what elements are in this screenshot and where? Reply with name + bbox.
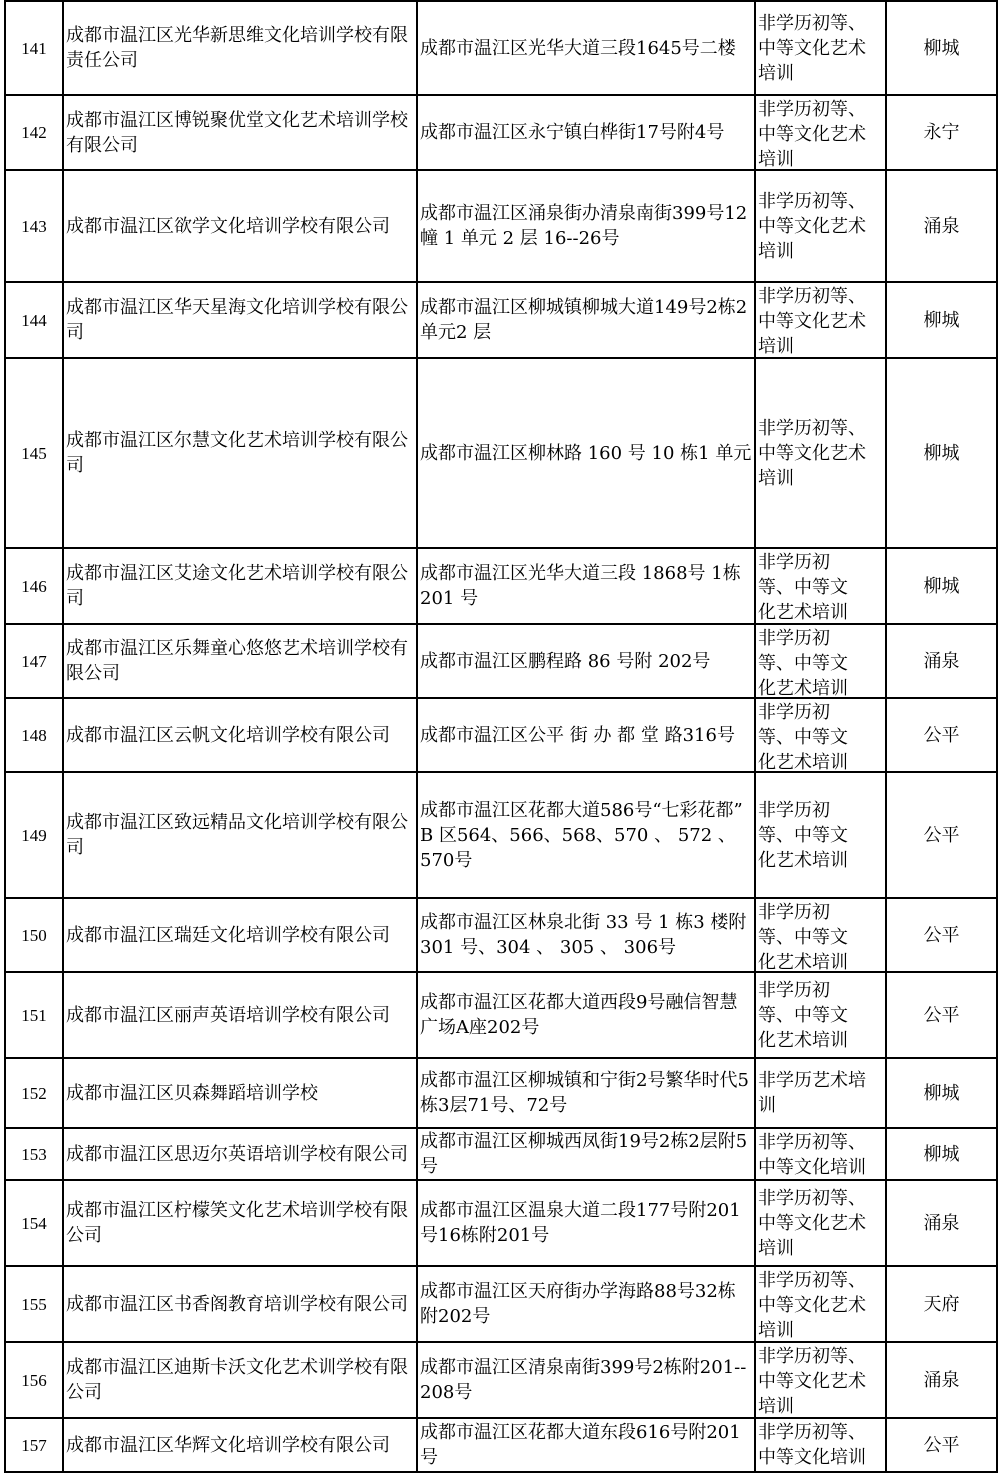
training-category-text: 非学历初等、中等文化艺术培训 (758, 190, 866, 262)
training-category-text: 非学历初等、中等文化艺术培训 (758, 979, 848, 1051)
row-number-text: 145 (21, 443, 47, 463)
row-number-text: 156 (21, 1370, 47, 1390)
training-category (755, 1128, 886, 1180)
school-name-text: 成都市温江区迪斯卡沃文化艺术训学校有限公司 (66, 1357, 408, 1403)
street-area-text: 天府 (923, 1293, 960, 1315)
street-area (886, 1180, 997, 1266)
training-category (755, 358, 886, 548)
training-category (755, 624, 886, 698)
street-area (886, 698, 997, 772)
training-category (755, 1058, 886, 1128)
school-address-text: 成都市温江区涌泉街办清泉南街399号12幢 1 单元 2 层 16--26号 (420, 203, 748, 249)
training-category (755, 1180, 886, 1266)
school-address-text: 成都市温江区天府街办学海路88号32栋附202号 (420, 1281, 736, 1327)
row-number-text: 154 (21, 1213, 47, 1233)
school-name (63, 972, 417, 1058)
school-name (63, 358, 417, 548)
street-area-text: 永宁 (923, 122, 960, 143)
table-row (5, 95, 997, 170)
row-number (5, 1342, 63, 1418)
training-category (755, 1342, 886, 1418)
school-address-text: 成都市温江区柳城镇柳城大道149号2栋2单元2 层 (420, 297, 748, 343)
table-row (5, 1128, 997, 1180)
training-category-text: 非学历初等、中等文化培训 (758, 1422, 866, 1468)
table-row (5, 1342, 997, 1418)
row-number-text: 146 (21, 576, 47, 596)
street-area (886, 898, 997, 972)
street-area-text: 柳城 (923, 1082, 960, 1104)
school-list-table (4, 0, 998, 1473)
training-category (755, 1266, 886, 1342)
school-name-text: 成都市温江区乐舞童心悠悠艺术培训学校有限公司 (66, 638, 408, 684)
table-row (5, 170, 997, 282)
street-area-text: 柳城 (923, 309, 960, 331)
street-area (886, 1342, 997, 1418)
row-number-text: 149 (21, 825, 47, 845)
training-category (755, 972, 886, 1058)
school-address (417, 1266, 755, 1342)
street-area-text: 公平 (923, 824, 960, 846)
school-name (63, 1342, 417, 1418)
street-area-text: 公平 (923, 924, 960, 946)
street-area (886, 548, 997, 624)
training-category-text: 非学历初等、中等文化艺术培训 (758, 417, 866, 489)
training-category-text: 非学历初等、中等文化艺术培训 (758, 12, 866, 84)
row-number-text: 157 (21, 1435, 47, 1455)
training-category-text: 非学历初等、中等文化艺术培训 (758, 286, 866, 356)
school-address-text: 成都市温江区柳城镇和宁街2号繁华时代5栋3层71号、72号 (420, 1070, 749, 1116)
school-name (63, 698, 417, 772)
row-number (5, 1, 63, 95)
school-address (417, 1128, 755, 1180)
row-number (5, 1180, 63, 1266)
street-area-text: 涌泉 (923, 650, 960, 672)
school-name-text: 成都市温江区博锐聚优堂文化艺术培训学校有限公司 (66, 109, 408, 156)
school-address (417, 1180, 755, 1266)
school-address-text: 成都市温江区光华大道三段1645号二楼 (420, 37, 736, 59)
street-area (886, 358, 997, 548)
table-row (5, 548, 997, 624)
row-number (5, 358, 63, 548)
school-address-text: 成都市温江区鹏程路 86 号附 202号 (420, 650, 711, 672)
training-category-text: 非学历初等、中等文化艺术培训 (758, 628, 848, 696)
school-address-text: 成都市温江区花都大道东段616号附201号 (420, 1422, 741, 1468)
school-address (417, 548, 755, 624)
school-name (63, 772, 417, 898)
row-number (5, 282, 63, 358)
school-name (63, 1, 417, 95)
row-number-text: 151 (21, 1005, 47, 1025)
school-address (417, 95, 755, 170)
table-row (5, 1266, 997, 1342)
training-category-text: 非学历初等、中等文化艺术培训 (758, 99, 866, 168)
school-address (417, 972, 755, 1058)
row-number (5, 972, 63, 1058)
school-address-text: 成都市温江区清泉南街399号2栋附201--208号 (420, 1357, 747, 1403)
row-number (5, 548, 63, 624)
row-number (5, 95, 63, 170)
training-category-text: 非学历初等、中等文化艺术培训 (758, 799, 848, 871)
street-area-text: 公平 (923, 1434, 960, 1456)
school-address (417, 898, 755, 972)
school-name-text: 成都市温江区华天星海文化培训学校有限公司 (66, 297, 408, 343)
row-number-text: 150 (21, 925, 47, 945)
school-address-text: 成都市温江区柳城西凤街19号2栋2层附5号 (420, 1131, 748, 1177)
row-number-text: 148 (21, 725, 47, 745)
training-category (755, 170, 886, 282)
row-number-text: 143 (21, 216, 47, 236)
street-area (886, 624, 997, 698)
street-area (886, 1418, 997, 1472)
school-address (417, 698, 755, 772)
street-area (886, 1058, 997, 1128)
training-category-text: 非学历初等、中等文化艺术培训 (758, 552, 848, 622)
table-row (5, 1058, 997, 1128)
school-address-text: 成都市温江区花都大道西段9号融信智慧广场A座202号 (420, 992, 738, 1038)
row-number (5, 698, 63, 772)
table-body (5, 1, 997, 1472)
school-address (417, 772, 755, 898)
school-name (63, 170, 417, 282)
training-category-text: 非学历初等、中等文化艺术培训 (758, 1270, 866, 1340)
training-category-text: 非学历初等、中等文化培训 (758, 1132, 866, 1178)
street-area-text: 柳城 (923, 37, 960, 59)
training-category (755, 1418, 886, 1472)
school-name-text: 成都市温江区思迈尔英语培训学校有限公司 (66, 1143, 408, 1165)
training-category (755, 898, 886, 972)
table-row (5, 898, 997, 972)
school-name-text: 成都市温江区书香阁教育培训学校有限公司 (66, 1293, 408, 1315)
street-area (886, 1, 997, 95)
school-name (63, 1058, 417, 1128)
street-area-text: 涌泉 (923, 1369, 960, 1391)
training-category-text: 非学历初等、中等文化艺术培训 (758, 902, 848, 970)
school-address (417, 282, 755, 358)
table-row (5, 698, 997, 772)
school-name-text: 成都市温江区丽声英语培训学校有限公司 (66, 1004, 390, 1026)
training-category (755, 1, 886, 95)
school-address-text: 成都市温江区林泉北街 33 号 1 栋3 楼附 301 号、304 、 305 、 306号 (420, 912, 747, 958)
school-address-text: 成都市温江区花都大道586号“七彩花都” B 区564、566、568、570 、 572 、 570号 (420, 799, 743, 871)
street-area-text: 柳城 (923, 1143, 960, 1165)
row-number-text: 147 (21, 651, 47, 671)
school-name-text: 成都市温江区贝森舞蹈培训学校 (66, 1082, 318, 1104)
street-area (886, 772, 997, 898)
row-number (5, 1418, 63, 1472)
table-row (5, 358, 997, 548)
row-number (5, 1058, 63, 1128)
school-name (63, 624, 417, 698)
row-number (5, 1266, 63, 1342)
school-address (417, 1418, 755, 1472)
table-row (5, 1180, 997, 1266)
row-number (5, 898, 63, 972)
street-area (886, 95, 997, 170)
street-area-text: 公平 (923, 724, 960, 746)
school-address (417, 358, 755, 548)
table-row (5, 1418, 997, 1472)
school-address-text: 成都市温江区公平 街 办 都 堂 路316号 (420, 724, 735, 746)
school-name (63, 1266, 417, 1342)
school-name-text: 成都市温江区柠檬笑文化艺术培训学校有限公司 (66, 1200, 408, 1246)
school-address-text: 成都市温江区光华大道三段 1868号 1栋 201 号 (420, 563, 741, 609)
table-row (5, 1, 997, 95)
street-area (886, 170, 997, 282)
school-address (417, 1, 755, 95)
school-address (417, 624, 755, 698)
row-number (5, 1128, 63, 1180)
training-category-text: 非学历初等、中等文化艺术培训 (758, 1187, 866, 1259)
school-address (417, 170, 755, 282)
school-name (63, 548, 417, 624)
school-name (63, 1418, 417, 1472)
table-row (5, 282, 997, 358)
training-category (755, 772, 886, 898)
street-area-text: 公平 (923, 1004, 960, 1026)
row-number (5, 624, 63, 698)
school-address (417, 1342, 755, 1418)
school-name-text: 成都市温江区瑞廷文化培训学校有限公司 (66, 924, 390, 946)
row-number-text: 144 (21, 310, 47, 330)
street-area-text: 柳城 (923, 575, 960, 597)
school-address-text: 成都市温江区柳林路 160 号 10 栋1 单元 (420, 442, 752, 464)
school-address (417, 1058, 755, 1128)
training-category-text: 非学历初等、中等文化艺术培训 (758, 702, 848, 770)
street-area (886, 282, 997, 358)
training-category (755, 698, 886, 772)
street-area (886, 972, 997, 1058)
school-name (63, 898, 417, 972)
table-row (5, 624, 997, 698)
row-number-text: 141 (21, 38, 47, 58)
school-name (63, 95, 417, 170)
training-category (755, 548, 886, 624)
school-name-text: 成都市温江区华辉文化培训学校有限公司 (66, 1434, 390, 1456)
row-number-text: 152 (21, 1083, 47, 1103)
row-number-text: 142 (21, 123, 47, 142)
school-name (63, 282, 417, 358)
school-address-text: 成都市温江区永宁镇白桦街17号附4号 (420, 122, 725, 143)
school-name (63, 1180, 417, 1266)
school-name (63, 1128, 417, 1180)
row-number (5, 772, 63, 898)
training-category-text: 非学历艺术培训 (758, 1070, 866, 1116)
school-name-text: 成都市温江区欲学文化培训学校有限公司 (66, 215, 390, 237)
training-category (755, 282, 886, 358)
training-category-text: 非学历初等、中等文化艺术培训 (758, 1346, 866, 1416)
school-name-text: 成都市温江区尔慧文化艺术培训学校有限公司 (66, 430, 408, 476)
school-name-text: 成都市温江区云帆文化培训学校有限公司 (66, 724, 390, 746)
row-number-text: 153 (21, 1144, 47, 1164)
street-area (886, 1266, 997, 1342)
table-row (5, 972, 997, 1058)
street-area-text: 涌泉 (923, 1212, 960, 1234)
row-number-text: 155 (21, 1294, 47, 1314)
training-category (755, 95, 886, 170)
school-address-text: 成都市温江区温泉大道二段177号附201号16栋附201号 (420, 1200, 741, 1246)
school-name-text: 成都市温江区光华新思维文化培训学校有限责任公司 (66, 25, 408, 71)
row-number (5, 170, 63, 282)
street-area-text: 柳城 (923, 442, 960, 464)
street-area (886, 1128, 997, 1180)
school-name-text: 成都市温江区致远精品文化培训学校有限公司 (66, 812, 408, 858)
school-name-text: 成都市温江区艾途文化艺术培训学校有限公司 (66, 563, 408, 609)
street-area-text: 涌泉 (923, 215, 960, 237)
table-row (5, 772, 997, 898)
